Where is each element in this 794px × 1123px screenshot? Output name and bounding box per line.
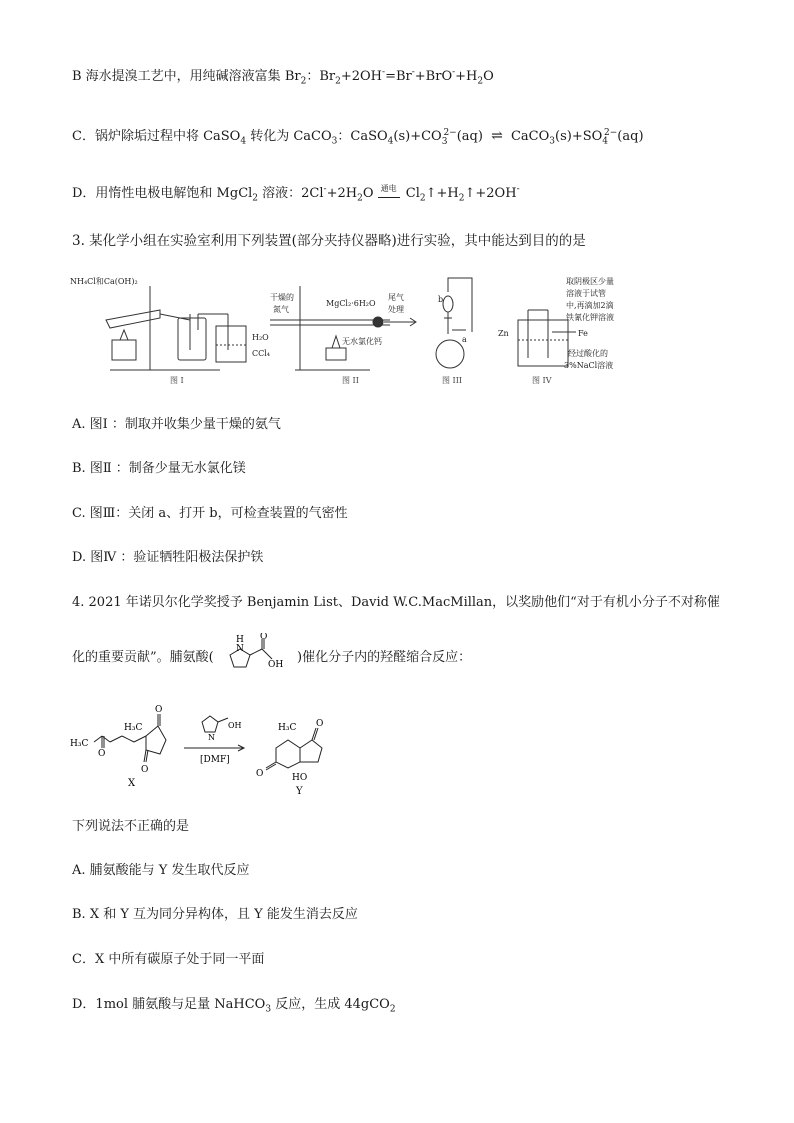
text: +H xyxy=(455,69,478,84)
text: =Br xyxy=(385,69,412,84)
text: +BrO xyxy=(414,69,453,84)
y-me: H₃C xyxy=(278,723,297,733)
question-4-ask: 下列说法不正确的是 xyxy=(72,819,190,834)
fig2-tail2: 处理 xyxy=(388,305,404,314)
fig3-a: a xyxy=(462,335,467,344)
text: 溶液：2Cl xyxy=(258,186,324,201)
option-4a: A. 脯氨酸能与 Y 发生取代反应 xyxy=(72,863,250,878)
proline-oh: OH xyxy=(267,660,284,670)
y-ho: HO xyxy=(292,773,308,783)
catalyst-oh: OH xyxy=(228,721,242,730)
text: O xyxy=(483,69,494,84)
option-3a: A. 图Ⅰ ：制取并收集少量干燥的氨气 xyxy=(72,417,281,432)
text: D．用惰性电极电解饱和 MgCl xyxy=(72,186,253,201)
test-tube xyxy=(106,310,160,328)
text: 反应，生成 44gCO xyxy=(271,997,390,1012)
option-3b: B. 图Ⅱ ：制备少量无水氯化镁 xyxy=(72,461,246,476)
fig2-dry2: 氮气 xyxy=(273,305,289,314)
fig1-caption: 图 I xyxy=(170,376,184,385)
proline-n: N xyxy=(235,644,244,654)
text: ：CaSO xyxy=(337,129,388,144)
fig1-reagent: NH₄Cl和Ca(OH)₂ xyxy=(70,277,138,286)
figure-2 xyxy=(270,286,416,385)
fig2-reagent: MgCl₂·6H₂O xyxy=(326,299,376,308)
fig4-fe: Fe xyxy=(578,329,588,338)
option-3c: C. 图Ⅲ：关闭 a、打开 b，可检查装置的气密性 xyxy=(72,506,348,521)
text: C．锅炉除垢过程中将 CaSO xyxy=(72,129,241,144)
x-ch3: H₃C xyxy=(70,739,89,749)
text: B 海水提溴工艺中，用纯碱溶液富集 Br xyxy=(72,69,301,84)
proline-h: H xyxy=(235,635,244,645)
option-4d: D．1mol 脯氨酸与足量 NaHCO$_3$ 反应，生成 44gCO$_2$ xyxy=(72,997,396,1015)
figure-3 xyxy=(436,278,472,385)
fig3-caption: 图 III xyxy=(442,376,463,385)
proline-o: O xyxy=(259,633,268,642)
burner xyxy=(112,340,136,360)
text: ↑+2OH xyxy=(464,186,517,201)
reaction-scheme xyxy=(66,700,426,800)
text: O xyxy=(362,186,374,201)
apparatus-figure xyxy=(70,270,730,395)
figure-4 xyxy=(498,276,614,385)
text: (aq) xyxy=(456,129,483,144)
catalyst-n: N xyxy=(208,733,215,742)
fig4-zn: Zn xyxy=(498,329,509,338)
proline-structure xyxy=(218,633,293,683)
fig4-note2: 溶液于试管 xyxy=(566,289,606,298)
text: +2OH xyxy=(340,69,383,84)
fig1-h2o: H₂O xyxy=(252,333,269,342)
fig1-ccl4: CCl₄ xyxy=(252,349,271,358)
fig4-sol2: 3%NaCl溶液 xyxy=(564,361,614,370)
text: 化的重要贡献”。脯氨酸( xyxy=(72,650,214,665)
electrolysis-cell xyxy=(518,320,568,366)
text: ：Br xyxy=(306,69,336,84)
fig2-dry1: 干燥的 xyxy=(270,293,294,302)
x-me: H₃C xyxy=(124,723,143,733)
electrolysis-arrow xyxy=(378,184,400,198)
question-3-stem: 3. 某化学小组在实验室利用下列装置(部分夹持仪器略)进行实验，其中能达到目的的是 xyxy=(72,233,586,249)
option-2d: D．用惰性电极电解饱和 MgCl$_2$ 溶液：$2Cl^-+2H_2O$ 通电 $Cl_2↑+H_2↑+2OH^-$ xyxy=(72,185,520,203)
text: CaCO xyxy=(510,129,550,144)
y-o-left: O xyxy=(256,769,264,779)
figure-1 xyxy=(70,276,270,385)
fig3-b: b xyxy=(438,295,444,304)
x-o-ketone: O xyxy=(98,749,106,759)
collection-bottle xyxy=(178,318,206,360)
option-4b: B. X 和 Y 互为同分异构体，且 Y 能发生消去反应 xyxy=(72,907,358,922)
option-2c: C．锅炉除垢过程中将 CaSO$_4$ 转化为 CaCO$_3$：$CaSO_4(s)+CO_3^{2-}(aq)$ ⇌ $CaCO_3(s)+SO_4^{2-}(aq)$ xyxy=(72,127,644,147)
text: Cl xyxy=(405,186,420,201)
option-4c: C．X 中所有碳原子处于同一平面 xyxy=(72,952,265,967)
text: ↑+H xyxy=(425,186,459,201)
y-label: Y xyxy=(296,786,303,797)
fig4-caption: 图 IV xyxy=(532,376,552,385)
fig4-note1: 取阴极区少量 xyxy=(566,277,614,286)
text: 转化为 CaCO xyxy=(246,129,332,144)
text: D．1mol 脯氨酸与足量 NaHCO xyxy=(72,997,266,1012)
equilibrium-arrow-icon: ⇌ xyxy=(491,128,503,144)
solvent: [DMF] xyxy=(200,755,230,765)
fig2-desiccant: 无水氯化钙 xyxy=(342,337,382,346)
condition-label: 通电 xyxy=(380,184,397,193)
fig2-caption: 图 II xyxy=(342,376,359,385)
y-o-top: O xyxy=(316,719,324,729)
apparatus-svg xyxy=(70,270,730,395)
option-3d: D. 图Ⅳ ：验证牺牲阳极法保护铁 xyxy=(72,550,264,565)
fig2-tail1: 尾气 xyxy=(388,293,404,302)
x-o-bottom: O xyxy=(141,765,149,775)
question-4-stem-2 xyxy=(72,633,471,683)
text: (s)+SO xyxy=(555,129,603,144)
x-label: X xyxy=(128,778,136,789)
text: (aq) xyxy=(617,129,644,144)
fig4-sol1: 经过酸化的 xyxy=(568,349,608,358)
question-4-stem-1: 4. 2021 年诺贝尔化学奖授予 Benjamin List、David W.C.MacMillan，以奖励他们“对于有机小分子不对称催 xyxy=(72,595,720,610)
fig4-note3: 中,再滴加2滴 xyxy=(566,301,614,310)
beaker xyxy=(216,326,246,362)
text: )催化分子内的羟醛缩合反应： xyxy=(297,650,472,665)
molecule-y xyxy=(266,728,322,770)
option-2b: B 海水提溴工艺中，用纯碱溶液富集 $Br_2$：$Br_2+2OH^-=Br^-+BrO^-+H_2O$ xyxy=(72,67,494,87)
x-o-top: O xyxy=(155,705,163,715)
fig4-note4: 铁氰化钾溶液 xyxy=(566,313,614,322)
text: +2H xyxy=(326,186,358,201)
text: (s)+CO xyxy=(393,129,442,144)
